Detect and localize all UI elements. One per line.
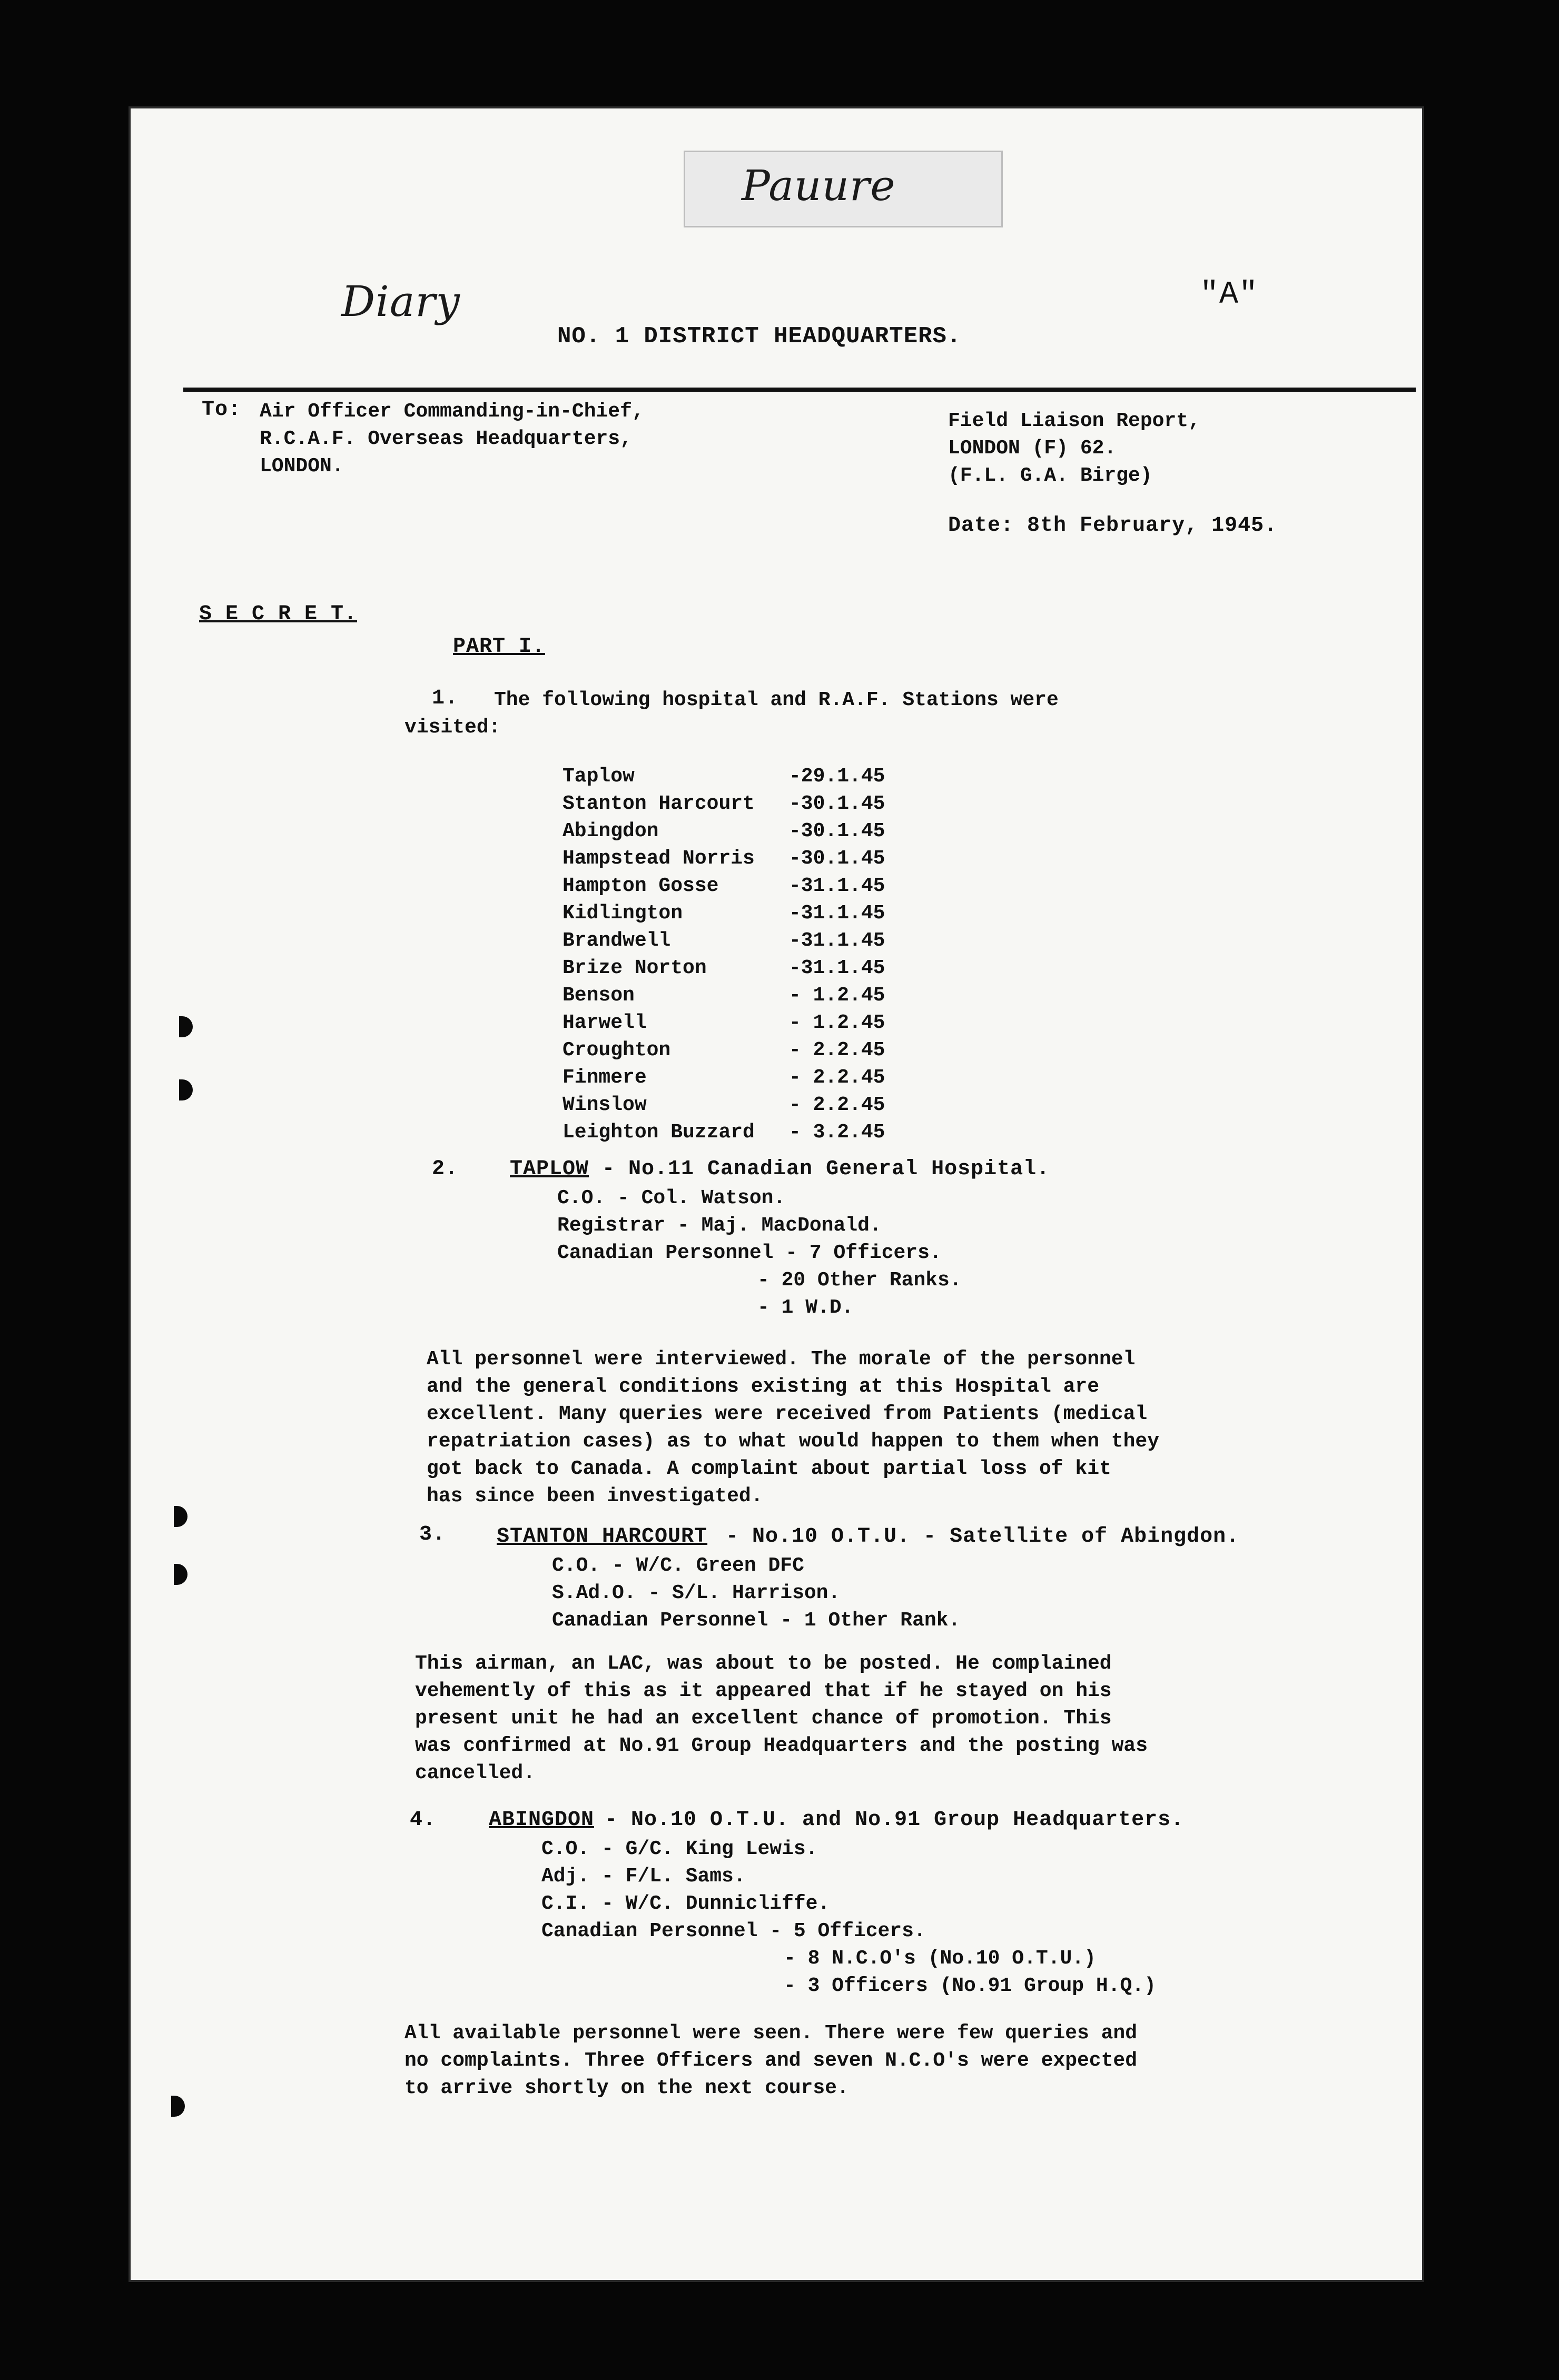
station-row — [563, 1121, 931, 1148]
report-reference — [948, 408, 1200, 490]
station-date: -30.1.45 — [789, 792, 885, 815]
body-line: vehemently of this as it appeared that if he stayed on his — [415, 1680, 1112, 1702]
part-heading: PART I. — [453, 635, 546, 659]
addressee-line: LONDON. — [260, 455, 344, 478]
station-date: - 1.2.45 — [789, 1012, 885, 1034]
report-line: LONDON (F) 62. — [948, 437, 1117, 460]
body-line: to arrive shortly on the next course. — [404, 2077, 849, 2099]
addressee-block — [260, 398, 644, 480]
station-row — [563, 875, 931, 902]
stations-list — [563, 765, 931, 1148]
staff-line: S.Ad.O. - S/L. Harrison. — [552, 1582, 841, 1604]
station-date: -31.1.45 — [789, 902, 885, 925]
tab-handwritten-label: Pauure — [742, 161, 896, 210]
staff-line: Adj. - F/L. Sams. — [541, 1865, 746, 1888]
station-date: -29.1.45 — [789, 765, 885, 788]
document-title: NO. 1 DISTRICT HEADQUARTERS. — [557, 323, 962, 350]
staff-line: Canadian Personnel - 5 Officers. — [541, 1920, 926, 1942]
station-name: Abingdon — [563, 820, 659, 842]
staff-line: Canadian Personnel - 7 Officers. — [557, 1242, 942, 1264]
body-line: All available personnel were seen. There were few queries and — [404, 2022, 1138, 2045]
section-4-number: 4. — [410, 1808, 437, 1832]
station-date: -30.1.45 — [789, 820, 885, 842]
station-name: Taplow — [563, 765, 635, 788]
body-line: repatriation cases) as to what would happen to them when they — [427, 1430, 1160, 1453]
station-row — [563, 929, 931, 957]
staff-line: C.O. - G/C. King Lewis. — [541, 1838, 818, 1860]
header-rule — [183, 388, 1416, 392]
document-page — [131, 108, 1422, 2280]
station-name: Brize Norton — [563, 957, 707, 979]
station-row — [563, 847, 931, 875]
section-1-intro — [404, 687, 1059, 741]
station-row — [563, 957, 931, 984]
section-4-unit: - No.10 O.T.U. and No.91 Group Headquarters. — [605, 1808, 1185, 1832]
section-2-body — [427, 1346, 1159, 1510]
station-name: Hampstead Norris — [563, 847, 755, 870]
body-line: was confirmed at No.91 Group Headquarters and the posting was — [415, 1734, 1148, 1757]
staff-line: Registrar - Maj. MacDonald. — [557, 1214, 882, 1237]
staff-line: C.O. - Col. Watson. — [557, 1187, 786, 1209]
body-line: excellent. Many queries were received from Patients (medical — [427, 1403, 1148, 1425]
staff-line: Canadian Personnel - 1 Other Rank. — [552, 1609, 961, 1632]
section-3-unit: - No.10 O.T.U. - Satellite of Abingdon. — [726, 1525, 1240, 1549]
section-2-staff — [557, 1185, 962, 1322]
report-date: Date: 8th February, 1945. — [948, 514, 1278, 538]
section-2-place: TAPLOW — [510, 1157, 589, 1181]
station-row — [563, 1094, 931, 1121]
station-row — [563, 792, 931, 820]
station-row — [563, 1039, 931, 1066]
station-date: - 2.2.45 — [789, 1094, 885, 1116]
station-date: - 2.2.45 — [789, 1039, 885, 1062]
diary-handwritten-note: Diary — [341, 277, 460, 326]
staff-line: - 20 Other Ranks. — [757, 1269, 962, 1292]
station-name: Harwell — [563, 1012, 647, 1034]
body-line: got back to Canada. A complaint about partial loss of kit — [427, 1457, 1111, 1480]
section-3-body — [415, 1650, 1148, 1787]
station-name: Hampton Gosse — [563, 875, 719, 897]
station-name: Benson — [563, 984, 635, 1007]
section-4-body — [404, 2020, 1137, 2102]
to-label: To: — [202, 398, 242, 422]
station-row — [563, 1012, 931, 1039]
staff-line: C.I. - W/C. Dunnicliffe. — [541, 1892, 830, 1915]
station-row — [563, 984, 931, 1012]
staff-line: - 3 Officers (No.91 Group H.Q.) — [784, 1975, 1156, 1997]
classification: S E C R E T. — [199, 602, 358, 626]
section-3-number: 3. — [419, 1523, 446, 1546]
station-name: Winslow — [563, 1094, 647, 1116]
station-row — [563, 820, 931, 847]
station-name: Kidlington — [563, 902, 683, 925]
section-1-intro-line: The following hospital and R.A.F. Stations were — [494, 689, 1059, 711]
body-line: present unit he had an excellent chance of promotion. This — [415, 1707, 1112, 1730]
section-2-unit: - No.11 Canadian General Hospital. — [602, 1157, 1050, 1181]
station-date: -30.1.45 — [789, 847, 885, 870]
section-4-staff — [541, 1836, 1156, 2000]
staff-line: - 1 W.D. — [757, 1296, 854, 1319]
section-1-intro-line: visited: — [404, 716, 501, 739]
staff-line: C.O. - W/C. Green DFC — [552, 1554, 804, 1577]
station-row — [563, 902, 931, 929]
station-date: -31.1.45 — [789, 875, 885, 897]
report-line: (F.L. G.A. Birge) — [948, 464, 1152, 487]
section-2-number: 2. — [432, 1157, 459, 1181]
station-name: Croughton — [563, 1039, 671, 1062]
station-date: - 1.2.45 — [789, 984, 885, 1007]
body-line: no complaints. Three Officers and seven N.C.O's were expected — [404, 2049, 1138, 2072]
section-3-place: STANTON HARCOURT — [497, 1525, 708, 1549]
station-date: -31.1.45 — [789, 929, 885, 952]
body-line: All personnel were interviewed. The morale of the personnel — [427, 1348, 1136, 1371]
corner-mark: "A" — [1200, 277, 1259, 313]
station-date: -31.1.45 — [789, 957, 885, 979]
body-line: and the general conditions existing at this Hospital are — [427, 1375, 1100, 1398]
body-line: has since been investigated. — [427, 1485, 763, 1508]
addressee-line: R.C.A.F. Overseas Headquarters, — [260, 428, 632, 450]
body-line: cancelled. — [415, 1762, 536, 1784]
station-name: Stanton Harcourt — [563, 792, 755, 815]
section-3-staff — [552, 1552, 960, 1634]
body-line: This airman, an LAC, was about to be posted. He complained — [415, 1652, 1112, 1675]
report-line: Field Liaison Report, — [948, 410, 1200, 432]
station-date: - 2.2.45 — [789, 1066, 885, 1089]
station-row — [563, 765, 931, 792]
station-date: - 3.2.45 — [789, 1121, 885, 1144]
station-name: Brandwell — [563, 929, 671, 952]
section-4-place: ABINGDON — [489, 1808, 595, 1832]
station-name: Finmere — [563, 1066, 647, 1089]
section-1-number: 1. — [432, 687, 459, 710]
station-row — [563, 1066, 931, 1094]
addressee-line: Air Officer Commanding-in-Chief, — [260, 400, 644, 423]
staff-line: - 8 N.C.O's (No.10 O.T.U.) — [784, 1947, 1096, 1970]
station-name: Leighton Buzzard — [563, 1121, 755, 1144]
